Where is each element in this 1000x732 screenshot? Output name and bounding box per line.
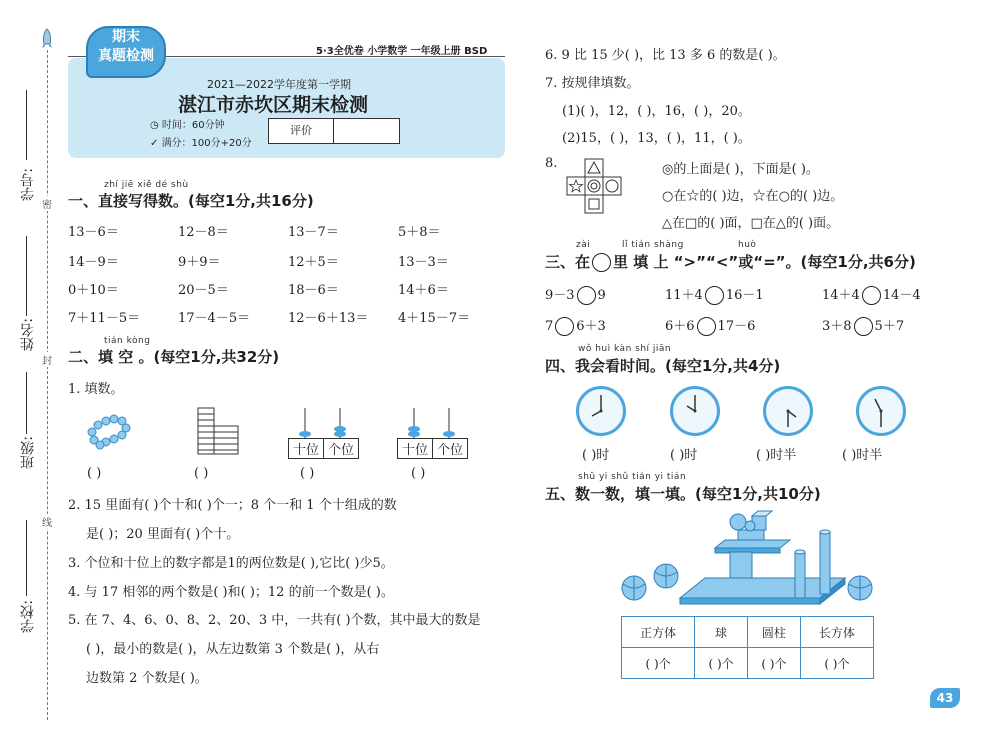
clock-icon: ◷ xyxy=(150,120,162,131)
compare-item: 6＋6 17－6 xyxy=(665,319,756,334)
calc-item: 12－8＝ xyxy=(178,225,229,240)
section3-pinyin-huo: huò xyxy=(738,240,757,250)
calc-item: 14－9＝ xyxy=(68,255,119,270)
exam-title: 湛江市赤坎区期末检测 xyxy=(178,94,369,116)
section4-pinyin: wǒ huì kàn shí jiān xyxy=(578,344,672,354)
compare-blank[interactable] xyxy=(862,286,881,305)
compare-item: 7 6＋3 xyxy=(545,319,606,334)
check-icon: ✓ xyxy=(150,138,162,149)
time-answer[interactable]: ( )时半 xyxy=(842,448,883,463)
eval-input[interactable] xyxy=(334,119,398,143)
calc-item: 12＋5＝ xyxy=(288,255,339,270)
table-cell[interactable]: ( )个 xyxy=(695,648,748,679)
section3-pinyin-zai: zài xyxy=(576,240,591,250)
compare-blank[interactable] xyxy=(555,317,574,336)
question-8-line1: ◎的上面是( )，下面是( )。 xyxy=(662,162,819,177)
section1-title: 一、直接写得数。(每空1分,共16分) xyxy=(68,192,314,210)
bead-ring-picture xyxy=(86,412,132,456)
clock-face-4 xyxy=(856,386,906,436)
section5-title: 五、数一数，填一填。(每空1分,共10分) xyxy=(545,485,821,503)
calc-item: 13－6＝ xyxy=(68,225,119,240)
calc-item: 13－3＝ xyxy=(398,255,449,270)
series-label: 5·3全优卷 小学数学 一年级上册 BSD xyxy=(316,46,488,57)
badge-line-1: 期末 xyxy=(112,29,140,45)
abacus-2 xyxy=(397,408,467,458)
tens-label: 十位 xyxy=(288,438,324,459)
calc-item: 18－6＝ xyxy=(288,283,339,298)
calc-item: 13－7＝ xyxy=(288,225,339,240)
student-id-line xyxy=(26,90,27,160)
class-line xyxy=(26,372,27,434)
name-label: 姓名: xyxy=(20,318,36,351)
section3-pinyin-li: lǐ tián shàng xyxy=(622,240,684,250)
class-label: 班级: xyxy=(20,436,36,469)
calc-item: 9＋9＝ xyxy=(178,255,221,270)
rocket-icon xyxy=(40,28,54,50)
calc-item: 20－5＝ xyxy=(178,283,229,298)
ones-label: 个位 xyxy=(432,438,468,459)
tens-label: 十位 xyxy=(397,438,433,459)
question-4: 4. 与 17 相邻的两个数是( )和( )；12 的前一个数是( )。 xyxy=(68,585,394,600)
school-line xyxy=(26,520,27,596)
question-7-1: (1)( )，12，( )，16，( )，20。 xyxy=(562,104,751,119)
question-5-line3: 边数第 2 个数是( )。 xyxy=(86,671,208,686)
compare-item: 3＋8 5＋7 xyxy=(822,319,905,334)
calc-item: 4＋15－7＝ xyxy=(398,311,471,326)
clock-face-3 xyxy=(763,386,813,436)
time-answer[interactable]: ( )时 xyxy=(582,448,610,463)
question-2-line1: 2. 15 里面有( )个十和( )个一；8 个一和 1 个十组成的数 xyxy=(68,498,397,513)
score-info: ✓ 满分：100分+20分 xyxy=(150,138,252,149)
abacus-1 xyxy=(288,408,358,458)
table-header: 长方体 xyxy=(800,617,873,648)
calc-item: 17－4－5＝ xyxy=(178,311,251,326)
name-line xyxy=(26,236,27,316)
compare-item: 14＋4 14－4 xyxy=(822,288,921,303)
table-header: 正方体 xyxy=(622,617,695,648)
question-3: 3. 个位和十位上的数字都是1的两位数是( ),它比( )少5。 xyxy=(68,556,394,571)
question-7-2: (2)15，( )，13，( )，11，( )。 xyxy=(562,131,751,146)
question-5-line2: ( )，最小的数是( )，从左边数第 3 个数是( )，从右 xyxy=(86,642,380,657)
calc-item: 12－6＋13＝ xyxy=(288,311,369,326)
answer-blank[interactable]: ( ) xyxy=(411,466,426,481)
seal-mark-mi: 密 xyxy=(42,196,52,211)
seal-mark-feng: 封 xyxy=(42,352,52,367)
compare-item: 11＋4 16－1 xyxy=(665,288,764,303)
answer-blank[interactable]: ( ) xyxy=(194,466,209,481)
compare-blank[interactable] xyxy=(697,317,716,336)
calc-item: 7＋11－5＝ xyxy=(68,311,141,326)
seal-mark-xian: 线 xyxy=(42,514,52,529)
solid-shapes-picture xyxy=(620,508,880,612)
question-8: 8. xyxy=(545,156,558,171)
section5-pinyin: shǔ yi shǔ tián yi tián xyxy=(578,472,687,482)
section3-title: 三、在 里 填 上 “>”“<”或“=”。(每空1分,共6分) xyxy=(545,253,916,271)
question-8-line2: ○在☆的( )边，☆在○的( )边。 xyxy=(662,189,844,204)
table-cell[interactable]: ( )个 xyxy=(800,648,873,679)
table-header: 圆柱 xyxy=(747,617,800,648)
cube-net-figure xyxy=(565,158,625,220)
badge-line-2: 真题检测 xyxy=(98,48,154,64)
question-1: 1. 填数。 xyxy=(68,382,124,397)
question-8-line3: △在□的( )面，□在△的( )面。 xyxy=(662,216,840,231)
question-7: 7. 按规律填数。 xyxy=(545,76,640,91)
answer-blank[interactable]: ( ) xyxy=(300,466,315,481)
question-2-line2: 是( )；20 里面有( )个十。 xyxy=(86,527,240,542)
calc-item: 14＋6＝ xyxy=(398,283,449,298)
circle-icon xyxy=(592,253,611,272)
clock-face-1 xyxy=(576,386,626,436)
eval-label: 评价 xyxy=(269,119,334,143)
ones-label: 个位 xyxy=(323,438,359,459)
compare-blank[interactable] xyxy=(854,317,873,336)
page-number: 43 xyxy=(930,688,960,708)
student-id-label: 学号: xyxy=(20,168,36,201)
clock-face-2 xyxy=(670,386,720,436)
calc-item: 5＋8＝ xyxy=(398,225,441,240)
bundle-picture xyxy=(196,406,242,460)
question-6: 6. 9 比 15 少( )，比 13 多 6 的数是( )。 xyxy=(545,48,786,63)
cut-line xyxy=(47,50,48,720)
calc-item: 0＋10＝ xyxy=(68,283,119,298)
time-answer[interactable]: ( )时半 xyxy=(756,448,797,463)
compare-item: 9－3 9 xyxy=(545,288,606,303)
count-table xyxy=(621,616,874,679)
school-year: 2021—2022学年度第一学期 xyxy=(207,78,351,91)
compare-blank[interactable] xyxy=(705,286,724,305)
section1-pinyin: zhí jiē xiě dé shù xyxy=(104,180,189,190)
compare-blank[interactable] xyxy=(577,286,596,305)
question-5-line1: 5. 在 7、4、6、0、8、2、20、3 中，一共有( )个数，其中最大的数是 xyxy=(68,613,481,628)
section4-title: 四、我会看时间。(每空1分,共4分) xyxy=(545,357,781,375)
time-info: ◷ 时间：60分钟 xyxy=(150,120,225,131)
table-cell[interactable]: ( )个 xyxy=(622,648,695,679)
exam-badge xyxy=(86,26,166,78)
table-cell[interactable]: ( )个 xyxy=(747,648,800,679)
school-label: 学校: xyxy=(20,600,36,633)
evaluation-box xyxy=(268,118,400,144)
table-header: 球 xyxy=(695,617,748,648)
section2-pinyin: tián kòng xyxy=(104,336,151,346)
section2-title: 二、填 空 。(每空1分,共32分) xyxy=(68,348,280,366)
answer-blank[interactable]: ( ) xyxy=(87,466,102,481)
time-answer[interactable]: ( )时 xyxy=(670,448,698,463)
